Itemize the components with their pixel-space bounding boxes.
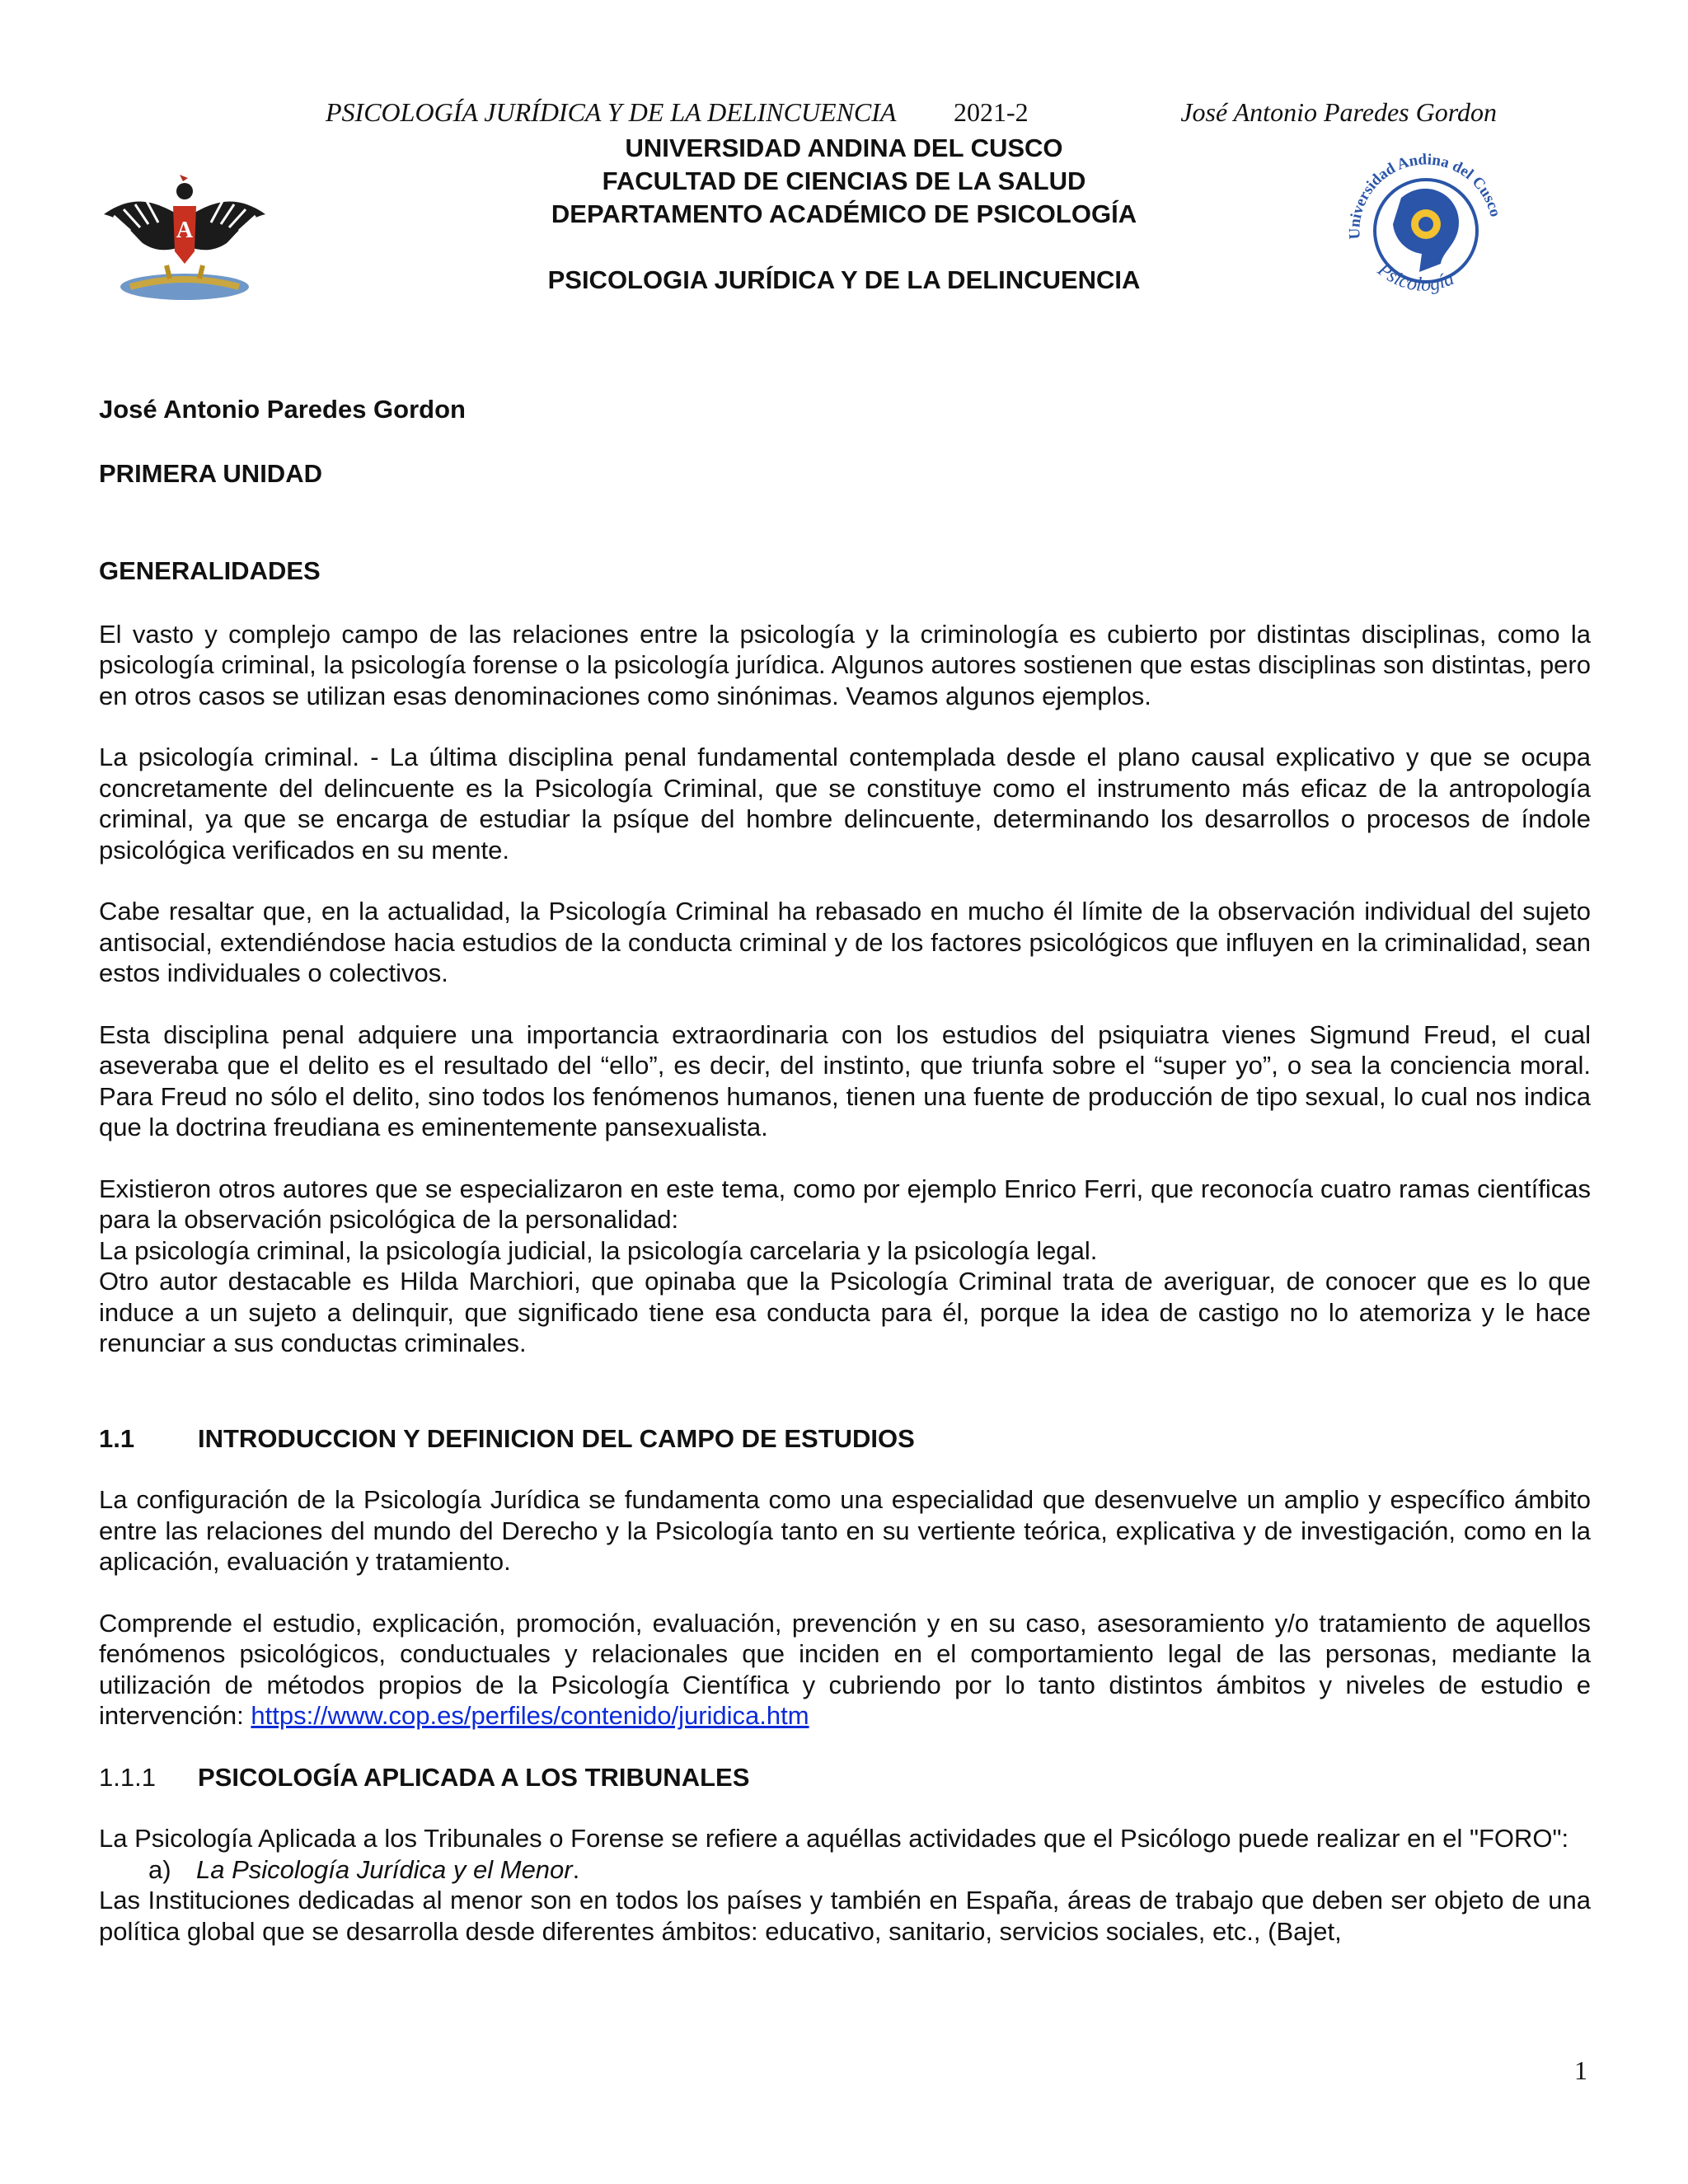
svg-text:A: A bbox=[176, 218, 194, 243]
section-generalidades: GENERALIDADES bbox=[99, 556, 321, 585]
list-letter: a) bbox=[148, 1854, 171, 1884]
section-1-1-heading bbox=[99, 1423, 1591, 1455]
paragraph: La psicología criminal, la psicología judicial, la psicología carcelaria y la psicología legal. bbox=[99, 1235, 1098, 1265]
section-number: 1.1.1 bbox=[99, 1762, 156, 1792]
seal-bottom-text: Psicología bbox=[1373, 259, 1457, 296]
psychology-head-icon bbox=[1343, 148, 1508, 305]
running-header bbox=[0, 97, 1688, 138]
cop-link[interactable]: https://www.cop.es/perfiles/contenido/juridica.htm bbox=[251, 1701, 809, 1730]
paragraph-text: Comprende el estudio, explicación, promoción, evaluación, prevención y en su caso, asesoramiento y/o tratamiento de aquellos fenómenos psicológicos, conductuales y relacionales que inciden en el comportamiento legal de las personas, mediante la utilización de métodos propios de la Psicología Científica y cubriendo por lo tanto distintos ámbitos y niveles de estudio e intervención: bbox=[99, 1608, 1591, 1730]
paragraph: Las Instituciones dedicadas al menor son en todos los países y también en España, áreas de trabajo que deben ser objeto de una política global que se desarrolla desde diferentes ámbitos: educativo, sanitario, servicios sociales, etc., (Bajet, bbox=[99, 1886, 1591, 1946]
list-item: a) La Psicología Jurídica y el Menor. bbox=[148, 1854, 580, 1884]
university-name: UNIVERSIDAD ANDINA DEL CUSCO bbox=[625, 134, 1063, 162]
header-term: 2021-2 bbox=[954, 97, 1029, 127]
header-author: José Antonio Paredes Gordon bbox=[1180, 97, 1497, 127]
seal-arc-text: Universidad Andina del Cusco bbox=[1346, 151, 1504, 240]
section-title: PSICOLOGÍA APLICADA A LOS TRIBUNALES bbox=[198, 1762, 750, 1792]
paragraph: La configuración de la Psicología Jurídica se fundamenta como una especialidad que desenvuelve un amplio y específico ámbito entre las relaciones del mundo del Derecho y la Psicología tanto en su vertiente teórica, explicativa y de investigación, como en la aplicación, evaluación y tratamiento. bbox=[99, 1485, 1591, 1576]
list-text: La Psicología Jurídica y el Menor bbox=[196, 1854, 573, 1884]
section-1-1-1-heading bbox=[99, 1762, 1591, 1793]
unit-heading: PRIMERA UNIDAD bbox=[99, 458, 322, 488]
paragraph: Existieron otros autores que se especializaron en este tema, como por ejemplo Enrico Ferri, que reconocía cuatro ramas científicas para la observación psicológica de la personalidad: bbox=[99, 1174, 1591, 1234]
paragraph: Esta disciplina penal adquiere una importancia extraordinaria con los estudios del psiquiatra vienes Sigmund Freud, el cual aseveraba que el delito es el resultado del “ello”, es decir, del instinto, que triunfa sobre el “super yo”, o sea la conciencia moral. Para Freud no sólo el delito, sino todos los fenómenos humanos, tienen una fuente de producción de tipo sexual, lo cual nos indica que la doctrina freudiana es eminentemente pansexualista. bbox=[99, 1019, 1591, 1141]
header-course: PSICOLOGÍA JURÍDICA Y DE LA DELINCUENCIA bbox=[326, 97, 897, 127]
paragraph: La Psicología Aplicada a los Tribunales o Forense se refiere a aquéllas actividades que el Psicólogo puede realizar en el "FORO": bbox=[99, 1824, 1569, 1853]
section-number: 1.1 bbox=[99, 1423, 135, 1453]
page-number: 1 bbox=[1574, 2055, 1587, 2085]
paragraph: El vasto y complejo campo de las relaciones entre la psicología y la criminología es cubierto por distintas disciplinas, como la psicología criminal, la psicología forense o la psicología jurídica. Algunos autores sostienen que estas disciplinas son distintas, pero en otros casos se utilizan esas denominaciones como sinónimas. Veamos algunos ejemplos. bbox=[99, 619, 1591, 710]
course-title: PSICOLOGIA JURÍDICA Y DE LA DELINCUENCIA bbox=[547, 265, 1141, 294]
eagle-icon bbox=[97, 173, 272, 303]
department-name: DEPARTAMENTO ACADÉMICO DE PSICOLOGÍA bbox=[551, 199, 1137, 228]
paragraph: Otro autor destacable es Hilda Marchiori, que opinaba que la Psicología Criminal trata de averiguar, de conocer que es lo que induce a un sujeto a delinquir, que significado tiene esa conducta para él, porque la idea de castigo no lo atemoriza y le hace renunciar a sus conductas criminales. bbox=[99, 1267, 1591, 1357]
paragraph: La psicología criminal. - La última disciplina penal fundamental contemplada desde el plano causal explicativo y que se ocupa concretamente del delincuente es la Psicología Criminal, que se constituye como el instrumento más eficaz de la antropología criminal, ya que se encarga de estudiar la psíque del hombre delincuente, determinando los desarrollos o procesos de índole psicológica verificados en su mente. bbox=[99, 743, 1591, 865]
section-title: INTRODUCCION Y DEFINICION DEL CAMPO DE ESTUDIOS bbox=[198, 1423, 915, 1453]
document-body bbox=[99, 394, 1591, 1947]
faculty-name: FACULTAD DE CIENCIAS DE LA SALUD bbox=[602, 166, 1086, 195]
author-line: José Antonio Paredes Gordon bbox=[99, 395, 466, 424]
psychology-seal-logo bbox=[1343, 148, 1508, 305]
eagle-emblem-logo bbox=[97, 173, 272, 303]
paragraph: Cabe resaltar que, en la actualidad, la Psicología Criminal ha rebasado en mucho él límite de la observación individual del sujeto antisocial, extendiéndose hacia estudios de la conducta criminal y de los factores psicológicos que influyen en la criminalidad, sean estos individuales o colectivos. bbox=[99, 897, 1591, 987]
paragraph bbox=[99, 1608, 1591, 1732]
